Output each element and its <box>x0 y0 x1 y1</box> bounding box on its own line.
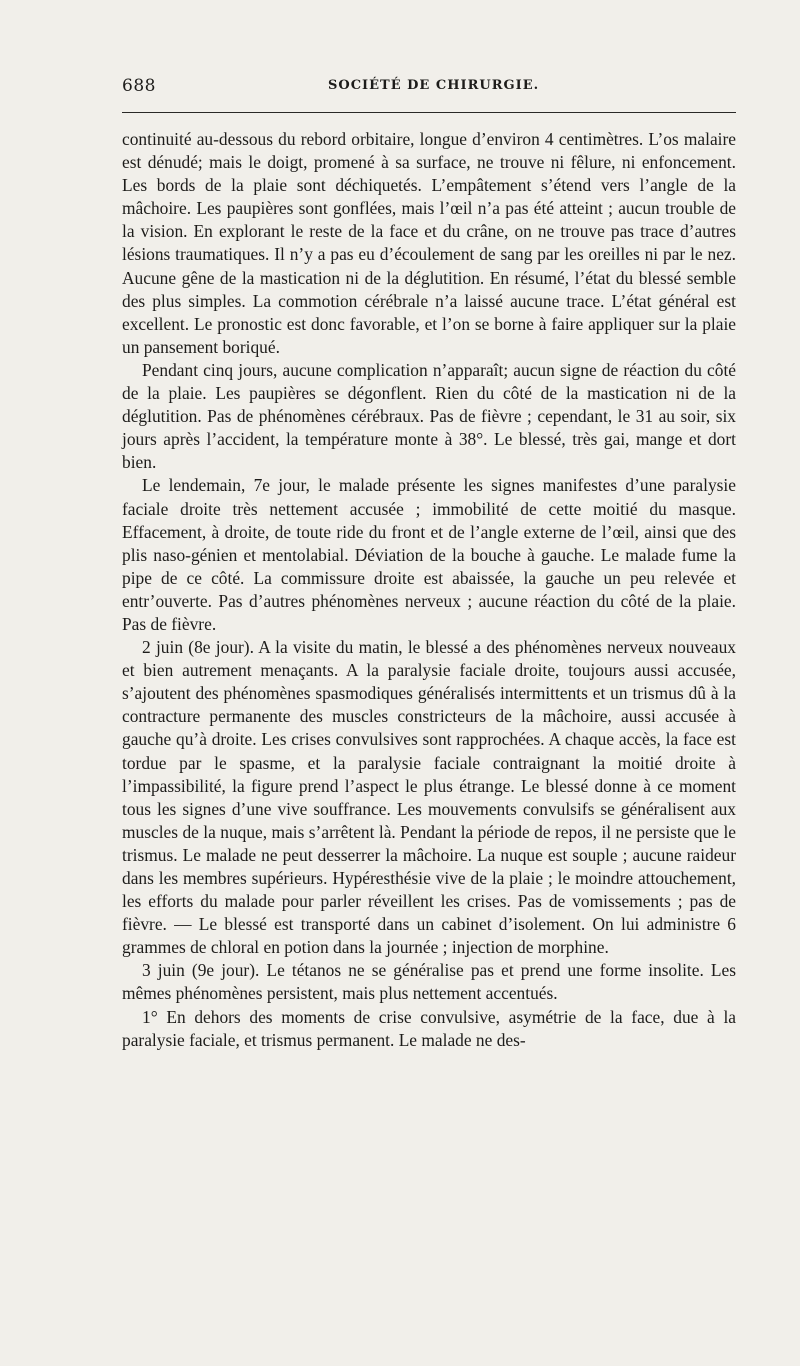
paragraph-2-juin: 2 juin (8e jour). A la visite du matin, le blessé a des phénomènes nerveux nouveaux et bien autrement menaçants. A la paralysie faciale droite, toujours aussi accusée, s’ajoutent des phénomènes spasmodiques généralisés intermittents et un trismus dû à la contracture permanente des muscles constricteurs de la mâchoire, aussi accusée à gauche qu’à droite. Les crises convulsives sont rapprochées. A chaque accès, la face est tordue par le spasme, et la paralysie faciale contraignant la moitié droite à l’impassibilité, la figure prend l’aspect le plus étrange. Le blessé donne à ce moment tous les signes d’une vive souffrance. Les mouvements convulsifs se généralisent aux muscles de la nuque, mais s’arrêtent là. Pendant la période de repos, il ne persiste que le trismus. Le malade ne peut desserrer la mâchoire. La nuque est souple ; aucune raideur dans les membres supérieurs. Hypéresthésie vive de la plaie ; le moindre attouchement, les efforts du malade pour parler réveillent les crises. Pas de vomissements ; pas de fièvre. — Le blessé est transporté dans un cabinet d’isolement. On lui administre 6 grammes de chloral en potion dans la journée ; injection de morphine. <box>122 637 736 958</box>
running-title: SOCIÉTÉ DE CHIRURGIE. <box>328 78 540 93</box>
body-text <box>122 128 736 1052</box>
header-rule <box>122 112 736 113</box>
paragraph-lendemain: Le lendemain, 7e jour, le malade présente les signes manifestes d’une paralysie faciale droite très nettement accusée ; immobilité de cette moitié du masque. Effacement, à droite, de toute ride du front et de l’angle externe de l’œil, ainsi que des plis naso-génien et mentolabial. Déviation de la bouche à gauche. Le malade fume la pipe de ce côté. La commissure droite est abaissée, la gauche un peu relevée et entr’ouverte. Pas d’autres phénomènes nerveux ; aucune réaction du côté de la plaie. Pas de fièvre. <box>122 475 736 634</box>
paragraph-cinq-jours: Pendant cinq jours, aucune complication n’apparaît; aucun signe de réaction du côté de la plaie. Les paupières se dégonflent. Rien du côté de la mastication ni de la déglutition. Pas de phénomènes cérébraux. Pas de fièvre ; cependant, le 31 au soir, six jours après l’accident, la température monte à 38°. Le blessé, très gai, mange et dort bien. <box>122 359 736 473</box>
page-number: 688 <box>122 76 156 96</box>
paragraph-continuation: continuité au-dessous du rebord orbitaire, longue d’environ 4 centimètres. L’os malaire est dénudé; mais le doigt, promené à sa surface, ne trouve ni fêlure, ni enfoncement. Les bords de la plaie sont déchiquetés. L’empâtement s’étend vers l’angle de la mâchoire. Les paupières sont gonflées, mais l’œil n’a pas été atteint ; aucun trouble de la vision. En explorant le reste de la face et du crâne, on ne trouve pas trace d’autres lésions traumatiques. Il n’y a pas eu d’écoulement de sang par les oreilles ni par le nez. Aucune gêne de la mastication ni de la déglutition. En résumé, l’état du blessé semble des plus simples. La commotion cérébrale n’a laissé aucune trace. L’état général est excellent. Le pronostic est donc favorable, et l’on se borne à faire appliquer sur la plaie un pansement boriqué. <box>122 129 736 357</box>
paragraph-3-juin: 3 juin (9e jour). Le tétanos ne se généralise pas et prend une forme insolite. Les mêmes phénomènes persistent, mais plus nettement accentués. <box>122 960 736 1004</box>
paragraph-crise-convulsive: 1° En dehors des moments de crise convulsive, asymétrie de la face, due à la paralysie faciale, et trismus permanent. Le malade ne des- <box>122 1006 736 1050</box>
running-header <box>122 76 736 100</box>
